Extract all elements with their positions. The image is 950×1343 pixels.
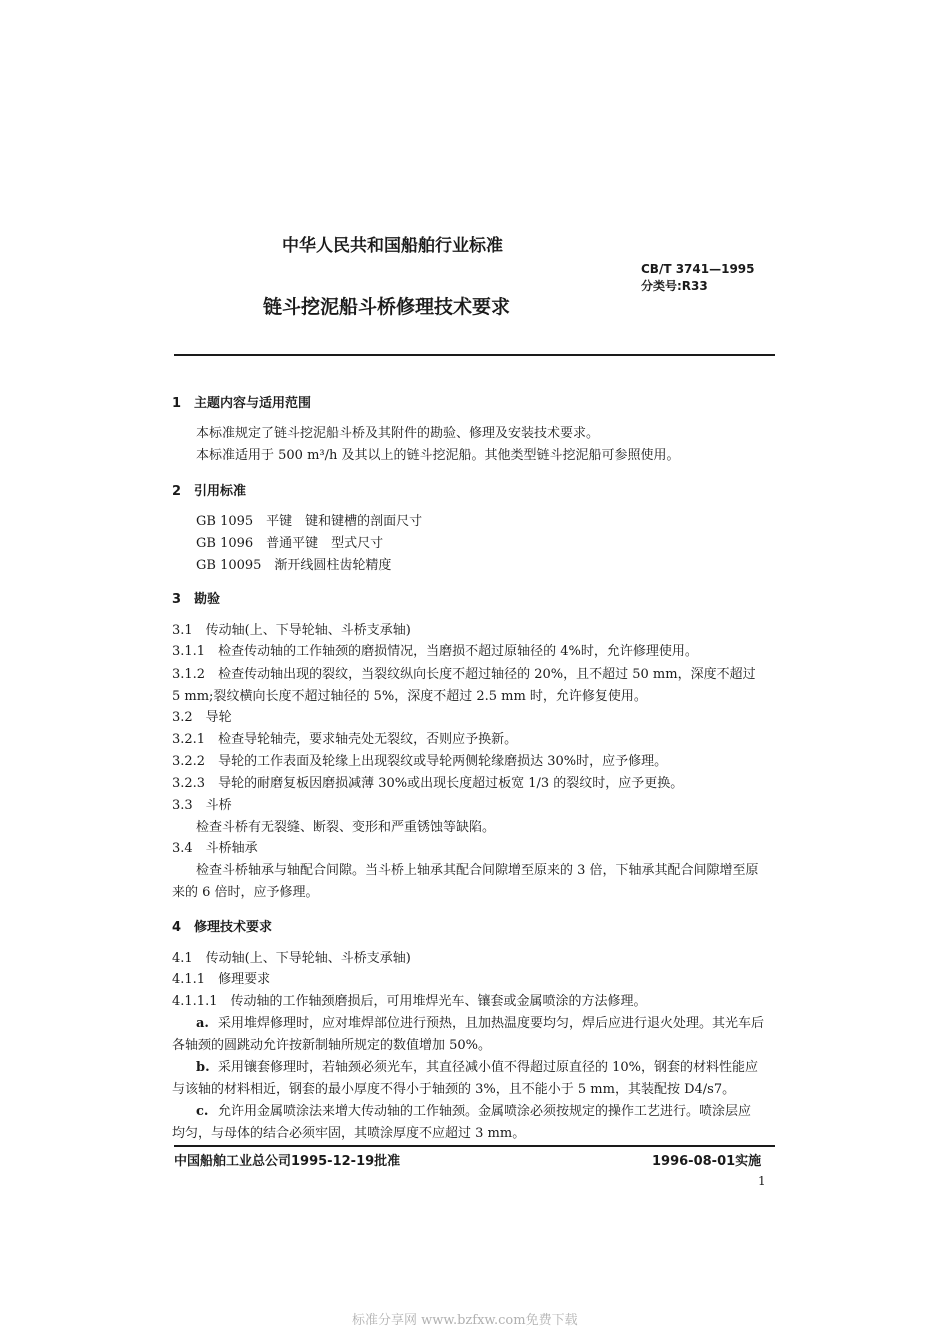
footer-divider bbox=[174, 1145, 775, 1147]
clause-text: 来的 6 倍时，应予修理。 bbox=[172, 885, 319, 900]
clause-text: 检查斗桥有无裂缝、断裂、变形和严重锈蚀等缺陷。 bbox=[196, 820, 496, 835]
clause-heading: 3.3 斗桥 bbox=[172, 798, 232, 813]
standard-code: CB/T 3741—1995 bbox=[641, 262, 755, 276]
issuer-title: 中华人民共和国船舶行业标准 bbox=[282, 236, 503, 256]
section-2-heading: 2 引用标准 bbox=[172, 484, 247, 499]
clause-text: 3.1.2 检查传动轴出现的裂纹，当裂纹纵向长度不超过轴径的 20%，且不超过 50 mm，深度不超过 bbox=[172, 667, 756, 682]
clause-text: 各轴颈的圆跳动允许按新制轴所规定的数值增加 50%。 bbox=[172, 1038, 492, 1053]
clause-heading: 4.1.1 修理要求 bbox=[172, 972, 271, 987]
list-marker: a. bbox=[196, 1016, 209, 1031]
clause-text: 3.2.3 导轮的耐磨复板因磨损减薄 30%或出现长度超过板宽 1/3 的裂纹时，应予更换。 bbox=[172, 776, 684, 791]
page-number: 1 bbox=[758, 1174, 766, 1188]
section-1-line: 本标准适用于 500 m³/h 及其以上的链斗挖泥船。其他类型链斗挖泥船可参照使用。 bbox=[196, 448, 680, 463]
clause-text: 检查斗桥轴承与轴配合间隙。当斗桥上轴承其配合间隙增至原来的 3 倍，下轴承其配合间隙增至原 bbox=[196, 863, 759, 878]
clause-text: 均匀，与母体的结合必须牢固，其喷涂厚度不应超过 3 mm。 bbox=[172, 1126, 526, 1141]
clause-text: 4.1.1.1 传动轴的工作轴颈磨损后，可用堆焊光车、镶套或金属喷涂的方法修理。 bbox=[172, 994, 647, 1009]
list-marker: b. bbox=[196, 1060, 210, 1075]
reference-item: GB 1096 普通平键 型式尺寸 bbox=[196, 536, 384, 551]
clause-text: 允许用金属喷涂法来增大传动轴的工作轴颈。金属喷涂必须按规定的操作工艺进行。喷涂层应 bbox=[218, 1104, 752, 1119]
reference-item: GB 10095 渐开线圆柱齿轮精度 bbox=[196, 558, 392, 573]
clause-text: 3.2.1 检查导轮轴壳，要求轴壳处无裂纹，否则应予换新。 bbox=[172, 732, 518, 747]
document-title: 链斗挖泥船斗桥修理技术要求 bbox=[263, 296, 511, 318]
section-3-heading: 3 勘验 bbox=[172, 592, 221, 607]
clause-heading: 4.1 传动轴(上、下导轮轴、斗桥支承轴) bbox=[172, 951, 411, 966]
approval-line: 中国船舶工业总公司1995-12-19批准 bbox=[174, 1154, 401, 1169]
effective-date: 1996-08-01实施 bbox=[652, 1154, 762, 1169]
clause-text: 3.1.1 检查传动轴的工作轴颈的磨损情况，当磨损不超过原轴径的 4%时，允许修理使用。 bbox=[172, 644, 698, 659]
clause-heading: 3.2 导轮 bbox=[172, 710, 232, 725]
section-4-heading: 4 修理技术要求 bbox=[172, 920, 273, 935]
clause-text: 与该轴的材料相近，钢套的最小厚度不得小于轴颈的 3%，且不能小于 5 mm，其装配按 D4/s7。 bbox=[172, 1082, 736, 1097]
clause-heading: 3.4 斗桥轴承 bbox=[172, 841, 258, 856]
clause-text: 采用镶套修理时，若轴颈必须光车，其直径减小值不得超过原直径的 10%，钢套的材料性能应 bbox=[218, 1060, 759, 1075]
clause-text: 3.2.2 导轮的工作表面及轮缘上出现裂纹或导轮两侧轮缘磨损达 30%时，应予修理。 bbox=[172, 754, 668, 769]
clause-text: 采用堆焊修理时，应对堆焊部位进行预热，且加热温度要均匀，焊后应进行退火处理。其光车后 bbox=[218, 1016, 765, 1031]
header-divider bbox=[174, 354, 775, 356]
list-marker: c. bbox=[196, 1104, 209, 1119]
clause-text: 5 mm;裂纹横向长度不超过轴径的 5%，深度不超过 2.5 mm 时，允许修复使用。 bbox=[172, 689, 647, 704]
section-1-line: 本标准规定了链斗挖泥船斗桥及其附件的勘验、修理及安装技术要求。 bbox=[196, 426, 600, 441]
classification-code: 分类号:R33 bbox=[641, 279, 708, 293]
section-1-heading: 1 主题内容与适用范围 bbox=[172, 396, 312, 411]
clause-heading: 3.1 传动轴(上、下导轮轴、斗桥支承轴) bbox=[172, 623, 411, 638]
watermark: 标准分享网 www.bzfxw.com免费下载 bbox=[352, 1313, 578, 1328]
reference-item: GB 1095 平键 键和键槽的剖面尺寸 bbox=[196, 514, 423, 529]
